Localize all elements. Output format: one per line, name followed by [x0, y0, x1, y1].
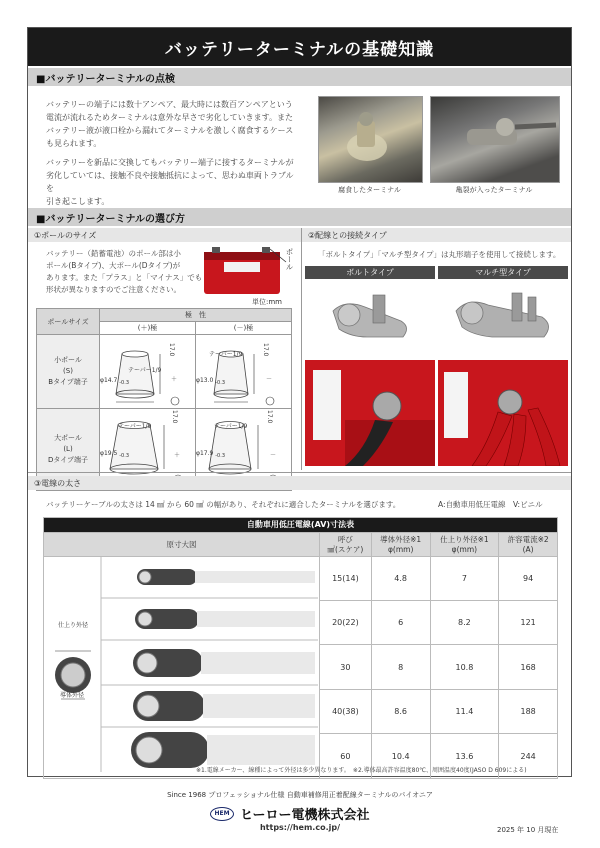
cell-finished: 10.8	[430, 645, 499, 690]
cell-conductor: 8.6	[371, 690, 430, 734]
page-title: バッテリーターミナルの基礎知識	[28, 28, 571, 66]
battery-illustration	[202, 244, 297, 298]
divider	[301, 228, 302, 470]
section-heading-inspection: ■バッテリーターミナルの点検	[28, 68, 571, 86]
bolt-terminal-installed-photo	[305, 360, 435, 466]
text-line: 引き起こします。	[46, 197, 110, 206]
inspection-text-2	[46, 156, 301, 208]
height-small-plus: 17.0	[168, 343, 175, 357]
text-line: Bタイプ端子	[48, 378, 88, 386]
company-url[interactable]: https://hem.co.jp/	[259, 823, 341, 832]
cell-conductor: 10.4	[371, 734, 430, 779]
text-line: (L)	[63, 445, 73, 453]
multi-terminal-installed-photo	[438, 360, 568, 466]
cell-conductor: 4.8	[371, 557, 430, 601]
dim-tolerance: -0.3	[215, 453, 226, 460]
col-pole-size: ポールサイズ	[37, 309, 100, 335]
text-line: 形状が異なりますのでご注意ください。	[46, 285, 181, 294]
dim-value: φ19.5	[100, 450, 118, 457]
pole-size-table	[36, 308, 292, 491]
hem-logo-icon: HEM	[210, 807, 234, 821]
text-line: 小ポール	[54, 356, 82, 364]
plus-sign-icon: ＋	[174, 452, 181, 459]
table-row	[37, 335, 292, 409]
dim-value: φ17.9	[196, 450, 214, 457]
minus-sign-icon: －	[270, 452, 277, 459]
dim-large-minus	[196, 450, 225, 459]
dim-small-plus	[100, 377, 129, 386]
text-line: バッテリー（鉛蓄電池）のポール部は小	[46, 249, 181, 258]
connection-text: 「ボルトタイプ」「マルチ型タイプ」は丸形端子を使用して接続します。	[318, 250, 561, 259]
dim-tolerance: -0.3	[215, 380, 226, 387]
col-actual-size: 原寸大図	[44, 533, 320, 557]
text-line: も見られます。	[46, 139, 102, 148]
issue-date: 2025 年 10 月現在	[497, 826, 559, 834]
table-notes: ※1.電線メーカー、線種によって外径は多少異なります。 ※2.導体最高許容温度80℃、周囲温度40度(JASO D 609による)	[196, 767, 527, 774]
bolt-type-label: ボルトタイプ	[305, 266, 435, 279]
cell-conductor: 6	[371, 601, 430, 645]
cable-cross-section-drawings	[45, 557, 318, 772]
wire-text: バッテリーケーブルの太さは 14 ㎟ から 60 ㎟ の幅があり、それぞれに適合したターミナルを選びます。	[46, 500, 401, 509]
cell-finished: 13.6	[430, 734, 499, 779]
pole-label: ポール	[285, 248, 294, 271]
plus-sign-icon: ＋	[171, 376, 178, 383]
dim-tolerance: -0.3	[119, 380, 130, 387]
cell-size: 40(38)	[320, 690, 372, 734]
cell-finished: 7	[430, 557, 499, 601]
small-plus-cell	[100, 335, 196, 409]
diagram-outer-label: 仕上り外径	[58, 622, 89, 629]
table-row	[44, 557, 558, 601]
text-line: バッテリーを新品に交換してもバッテリー端子に接するターミナルが	[46, 158, 294, 167]
taper-label: テーパー1/9	[118, 423, 152, 430]
cracked-terminal-photo	[430, 96, 560, 183]
multi-type-label: マルチ型タイプ	[438, 266, 568, 279]
col-polarity: 極 性	[100, 309, 292, 322]
company-logo	[210, 804, 369, 823]
diagram-inner-label: 導体外径	[60, 692, 85, 699]
text-line: ポール(Bタイプ)、大ポール(Dタイプ)が	[46, 261, 181, 270]
dim-value: φ14.7	[100, 377, 118, 384]
small-minus-cone-drawing	[196, 336, 291, 406]
row-label-small	[37, 335, 100, 409]
subheading-connection: ②配線との接続タイプ	[302, 228, 571, 242]
cell-size: 20(22)	[320, 601, 372, 645]
text-line: バッテリー液が液口栓から漏れてターミナルを激しく腐食するケース	[46, 126, 294, 135]
dim-small-minus	[196, 377, 225, 386]
cell-size: 60	[320, 734, 372, 779]
cell-finished: 11.4	[430, 690, 499, 734]
col-conductor: 導体外径※1 φ(mm)	[371, 533, 430, 557]
col-current: 許容電流※2 (A)	[499, 533, 558, 557]
text-line: 大ポール	[54, 434, 82, 442]
cell-current: 121	[499, 601, 558, 645]
cracked-terminal-image	[431, 97, 559, 182]
minus-sign-icon: －	[266, 376, 273, 383]
inspection-text-1	[46, 98, 301, 150]
taper-label: テーパー1/9	[209, 351, 243, 358]
footer-tagline: Since 1968 プロフェッショナル仕様 自動車補修用正着配線ターミナルのパイオニア	[167, 791, 433, 799]
cell-size: 15(14)	[320, 557, 372, 601]
dim-large-plus	[100, 450, 129, 459]
company-name: ヒーロー電機株式会社	[240, 808, 370, 823]
subheading-pole-size: ①ポールのサイズ	[28, 228, 301, 242]
height-large-minus: 17.0	[266, 410, 273, 424]
multi-terminal-image	[438, 281, 568, 359]
cell-size: 30	[320, 645, 372, 690]
section-heading-selection: ■バッテリーターミナルの選び方	[28, 208, 571, 226]
taper-label: テーパー1/9	[128, 366, 162, 374]
small-minus-cell	[196, 335, 292, 409]
text-line: 劣化していては、接触不良や接触抵抗によって、思わぬ車両トラブルを	[46, 171, 294, 193]
wire-legend: A:自動車用低圧電線 V:ビニル	[438, 500, 543, 509]
height-large-plus: 17.0	[171, 410, 178, 424]
av-wire-table	[43, 517, 558, 779]
cell-current: 168	[499, 645, 558, 690]
corroded-terminal-photo	[318, 96, 423, 183]
text-line: (S)	[63, 367, 73, 375]
text-line: 電流が流れるためターミナルは意外な早さで劣化していきます。また	[46, 113, 293, 122]
av-table-title: 自動車用低圧電線(AV)寸法表	[44, 518, 558, 533]
unit-label: 単位:mm	[252, 298, 282, 306]
col-finished: 仕上り外径※1 φ(mm)	[430, 533, 499, 557]
col-nominal: 呼び ㎟(スケア)	[320, 533, 372, 557]
height-small-minus: 17.0	[262, 343, 269, 357]
text-line: あります。また「プラス」と「マイナス」でも	[46, 273, 203, 282]
bolt-terminal-image	[305, 281, 435, 359]
cell-conductor: 8	[371, 645, 430, 690]
cell-finished: 8.2	[430, 601, 499, 645]
corroded-terminal-caption: 腐食したターミナル	[338, 186, 401, 194]
corroded-terminal-image	[319, 97, 422, 182]
pole-size-text	[46, 248, 206, 296]
col-minus: (－)極	[196, 322, 292, 335]
text-line: バッテリーの端子には数十アンペア、最大時には数百アンペアという	[46, 100, 293, 109]
cracked-terminal-caption: 亀裂が入ったターミナル	[455, 186, 533, 194]
dim-value: φ13.0	[196, 377, 214, 384]
divider	[28, 472, 571, 473]
cable-drawings-cell	[44, 557, 320, 779]
col-plus: (＋)極	[100, 322, 196, 335]
cell-current: 244	[499, 734, 558, 779]
subheading-wire: ③電線の太さ	[28, 476, 571, 490]
cell-current: 188	[499, 690, 558, 734]
cell-current: 94	[499, 557, 558, 601]
dim-tolerance: -0.3	[119, 453, 130, 460]
text-line: Dタイプ端子	[47, 456, 89, 464]
taper-label: テーパー1/9	[214, 423, 248, 430]
